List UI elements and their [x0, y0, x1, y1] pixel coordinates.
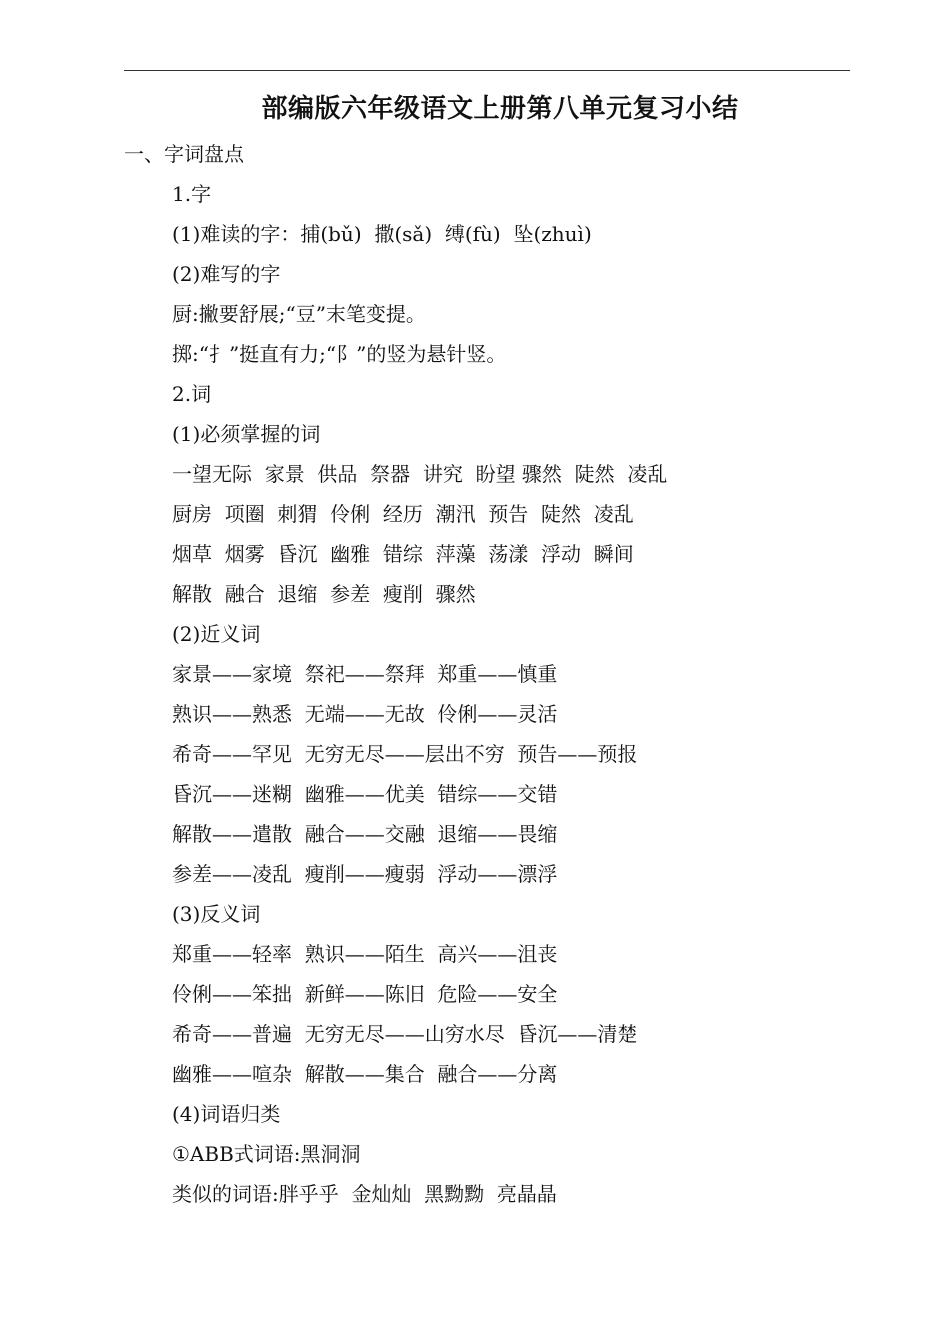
- page-title: 部编版六年级语文上册第八单元复习小结: [261, 94, 739, 124]
- text-line: (3)反义词: [172, 902, 261, 926]
- word-pair-line: 昏沉——迷糊 幽雅——优美 错综——交错: [172, 782, 558, 806]
- text-line: (2)难写的字: [172, 262, 281, 286]
- text-line: 厨:撇要舒展;“豆”末笔变提。: [172, 302, 426, 326]
- word-pair-line: 熟识——熟悉 无端——无故 伶俐——灵活: [172, 702, 558, 726]
- text-line: (2)近义词: [172, 622, 261, 646]
- word-pair-line: 幽雅——喧杂 解散——集合 融合——分离: [172, 1062, 558, 1086]
- word-list-line: 烟草 烟雾 昏沉 幽雅 错综 萍藻 荡漾 浮动 瞬间: [172, 542, 634, 566]
- header-rule: [124, 70, 850, 71]
- subsection-heading: 2.词: [172, 382, 212, 406]
- word-pair-line: 家景——家境 祭祀——祭拜 郑重——慎重: [172, 662, 558, 686]
- text-line: 掷:“扌”挺直有力;“阝”的竖为悬针竖。: [172, 342, 507, 366]
- text-line: (1)必须掌握的词: [172, 422, 321, 446]
- word-pair-line: 参差——凌乱 瘦削——瘦弱 浮动——漂浮: [172, 862, 558, 886]
- text-line: ①ABB式词语:黑洞洞: [172, 1142, 361, 1166]
- word-list-line: 一望无际 家景 供品 祭器 讲究 盼望 骤然 陡然 凌乱: [172, 462, 668, 486]
- word-pair-line: 希奇——罕见 无穷无尽——层出不穷 预告——预报: [172, 742, 638, 766]
- subsection-heading: 1.字: [172, 182, 212, 206]
- word-pair-line: 解散——遣散 融合——交融 退缩——畏缩: [172, 822, 558, 846]
- section-heading: 一、字词盘点: [124, 142, 244, 166]
- text-line: (1)难读的字：捕(bǔ) 撒(sǎ) 缚(fù) 坠(zhuì): [172, 222, 592, 246]
- word-list-line: 厨房 项圈 刺猬 伶俐 经历 潮汛 预告 陡然 凌乱: [172, 502, 634, 526]
- word-pair-line: 希奇——普遍 无穷无尽——山穷水尽 昏沉——清楚: [172, 1022, 638, 1046]
- word-pair-line: 伶俐——笨拙 新鲜——陈旧 危险——安全: [172, 982, 558, 1006]
- word-list-line: 解散 融合 退缩 参差 瘦削 骤然: [172, 582, 476, 606]
- text-line: (4)词语归类: [172, 1102, 281, 1126]
- text-line: 类似的词语:胖乎乎 金灿灿 黑黝黝 亮晶晶: [172, 1182, 557, 1206]
- word-pair-line: 郑重——轻率 熟识——陌生 高兴——沮丧: [172, 942, 558, 966]
